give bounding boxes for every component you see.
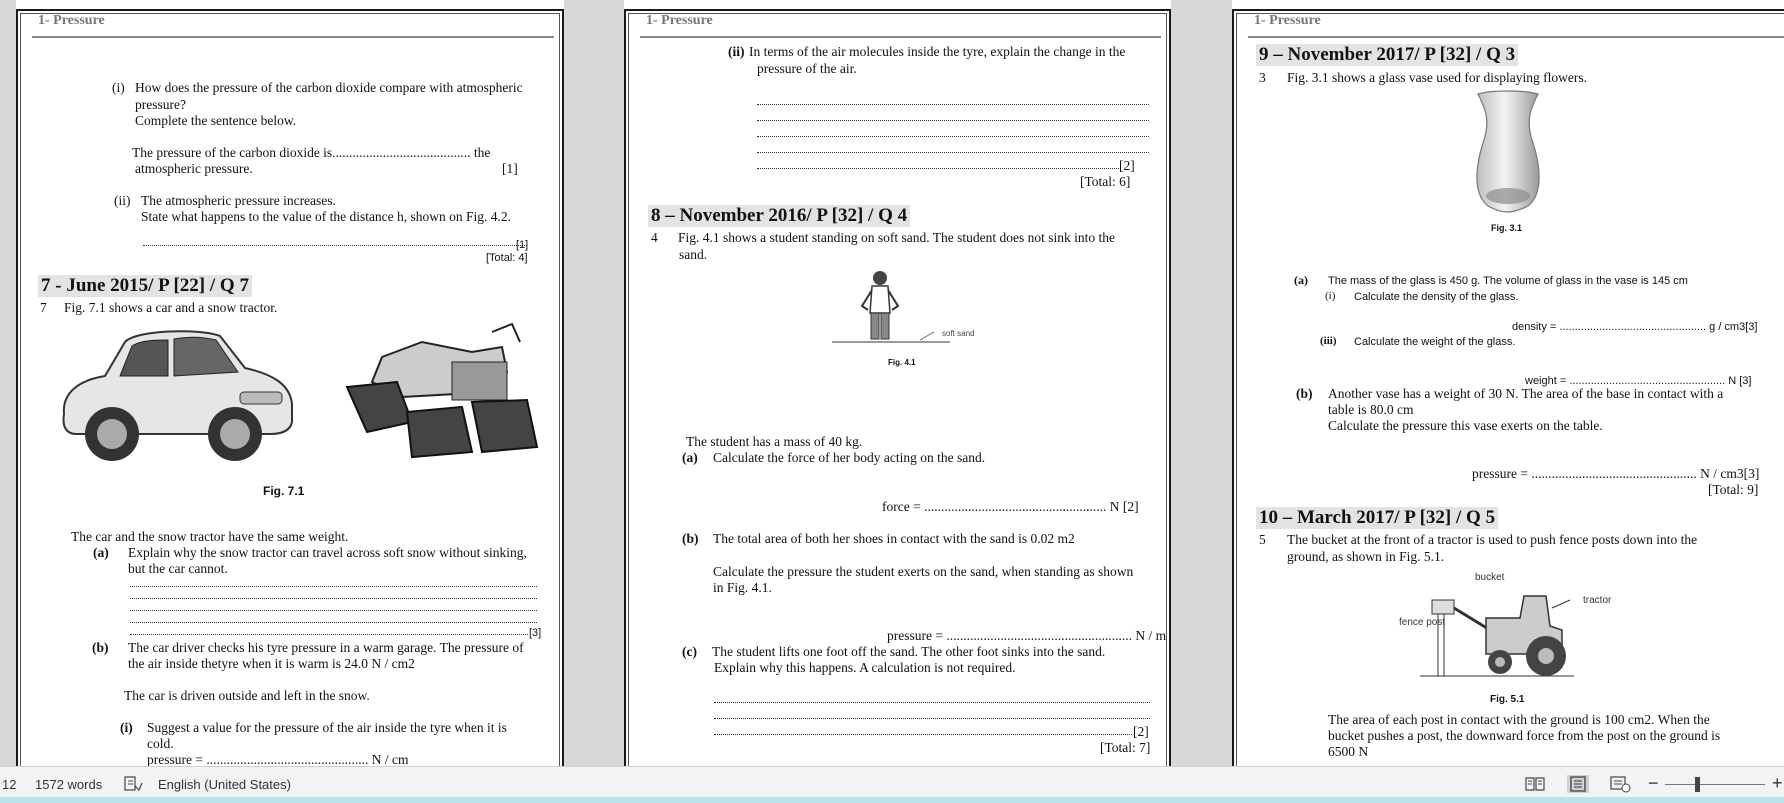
question-text: sand. xyxy=(679,247,708,262)
question-text: Suggest a value for the pressure of the air inside the tyre when it is xyxy=(147,720,507,735)
answer-line: pressure = ....................................................... N / m xyxy=(887,628,1167,643)
answer-line xyxy=(757,120,1149,121)
question-text: bucket pushes a post, the downward force from the post on the ground is xyxy=(1328,728,1721,743)
language-indicator[interactable]: English (United States) xyxy=(158,777,291,792)
answer-line: density = ................................................ g / cm3[3] xyxy=(1512,321,1758,333)
question-label: (iii) xyxy=(1320,335,1337,347)
question-text: Complete the sentence below. xyxy=(135,113,297,128)
figure-label: tractor xyxy=(1583,595,1612,606)
question-number: 4 xyxy=(651,230,658,245)
section-title: 9 – November 2017/ P [32] / Q 3 xyxy=(1256,44,1518,66)
question-number: 3 xyxy=(1259,70,1266,85)
question-text: cold. xyxy=(147,736,174,751)
question-text: Fig. 4.1 shows a student standing on soft sand. The student does not sink into the xyxy=(678,230,1115,245)
question-text: Explain why this happens. A calculation is not required. xyxy=(714,660,1016,675)
question-text: Another vase has a weight of 30 N. The area of the base in contact with a xyxy=(1328,386,1724,401)
answer-line xyxy=(130,610,537,611)
answer-line xyxy=(130,634,528,635)
question-text: Fig. 3.1 shows a glass vase used for displaying flowers. xyxy=(1287,70,1587,85)
question-text: The bucket at the front of a tractor is used to push fence posts down into the xyxy=(1287,532,1698,547)
question-text: The car is driven outside and left in the snow. xyxy=(124,688,370,703)
zoom-slider[interactable] xyxy=(1665,784,1765,785)
glass-vase-image xyxy=(1472,90,1544,215)
question-text: Calculate the pressure the student exerts on the sand, when standing as shown xyxy=(713,564,1134,579)
question-label: (b) xyxy=(92,640,109,655)
answer-line: weight = ................................................... N [3] xyxy=(1525,375,1752,387)
zoom-slider-thumb[interactable] xyxy=(1695,777,1700,792)
question-text: The student has a mass of 40 kg. xyxy=(686,434,863,449)
print-layout-icon[interactable] xyxy=(1567,775,1589,793)
question-label: (c) xyxy=(682,644,697,659)
question-label: (a) xyxy=(1294,273,1308,287)
section-title: 10 – March 2017/ P [32] / Q 5 xyxy=(1256,507,1498,529)
question-label: (b) xyxy=(1296,386,1313,401)
answer-line xyxy=(757,104,1149,105)
taskbar-edge xyxy=(0,797,1784,803)
question-number: 5 xyxy=(1259,532,1266,547)
question-text: in Fig. 4.1. xyxy=(713,580,772,595)
answer-line xyxy=(714,734,1132,735)
answer-sentence: The pressure of the carbon dioxide is......................................... the xyxy=(132,145,491,160)
figure-caption: Fig. 7.1 xyxy=(263,484,305,498)
running-header: 1- Pressure xyxy=(646,13,713,28)
answer-line: pressure = ................................................. N / cm3[3] xyxy=(1472,466,1760,481)
header-rule xyxy=(1248,36,1784,38)
mark: [1] xyxy=(502,161,518,176)
question-text: The car driver checks his tyre pressure in a warm garage. The pressure of xyxy=(128,640,524,655)
question-text: The atmospheric pressure increases. xyxy=(141,193,336,208)
question-text: Explain why the snow tractor can travel across soft snow without sinking, xyxy=(128,545,527,560)
answer-line xyxy=(130,598,537,599)
question-text: Fig. 7.1 shows a car and a snow tractor. xyxy=(64,300,278,315)
question-text: 6500 N xyxy=(1328,744,1369,759)
answer-line xyxy=(130,622,537,623)
question-text: Calculate the weight of the glass. xyxy=(1354,336,1516,348)
question-text: In terms of the air molecules inside the tyre, explain the change in the xyxy=(749,44,1126,59)
section-title: 7 - June 2015/ P [22] / Q 7 xyxy=(38,275,252,297)
figure-caption: Fig. 3.1 xyxy=(1491,223,1523,233)
running-header: 1- Pressure xyxy=(38,13,105,28)
question-label: (i) xyxy=(112,80,125,95)
question-text: State what happens to the value of the distance h, shown on Fig. 4.2. xyxy=(141,209,512,224)
question-text: The mass of the glass is 450 g. The volume of glass in the vase is 145 cm xyxy=(1328,275,1688,287)
question-number: 7 xyxy=(40,300,47,315)
answer-line xyxy=(130,586,537,587)
question-label: (a) xyxy=(93,545,109,560)
question-text: The area of each post in contact with the ground is 100 cm2. When the xyxy=(1328,712,1710,727)
header-rule xyxy=(640,36,1161,38)
question-text: but the car cannot. xyxy=(128,561,228,576)
answer-line xyxy=(757,152,1149,153)
figure-caption: Fig. 4.1 xyxy=(888,358,916,367)
snow-tractor-image xyxy=(342,322,542,467)
page-number[interactable]: 12 xyxy=(2,777,17,792)
proofing-icon[interactable] xyxy=(122,775,144,793)
document-page-1[interactable] xyxy=(16,0,564,766)
zoom-in-icon[interactable]: + xyxy=(1772,773,1783,793)
figure-label: fence post xyxy=(1399,617,1446,628)
mark: [2] xyxy=(1119,158,1135,173)
web-layout-icon[interactable] xyxy=(1609,775,1631,793)
total-mark: [Total: 6] xyxy=(1080,174,1131,189)
question-text: The total area of both her shoes in contact with the sand is 0.02 m2 xyxy=(713,531,1075,546)
question-label: (i) xyxy=(120,720,133,735)
question-text: ground, as shown in Fig. 5.1. xyxy=(1287,549,1445,564)
question-label: (ii) xyxy=(728,44,745,59)
header-rule xyxy=(32,36,554,38)
figure-label: soft sand xyxy=(942,329,975,338)
figure-caption: Fig. 5.1 xyxy=(1490,694,1525,705)
question-text: pressure? xyxy=(135,97,186,112)
total-mark: [Total: 9] xyxy=(1708,482,1759,497)
total-mark: [Total: 7] xyxy=(1100,740,1151,755)
question-text: The student lifts one foot off the sand. The other foot sinks into the sand. xyxy=(712,644,1106,659)
answer-line xyxy=(714,702,1150,703)
question-label: (b) xyxy=(682,531,699,546)
running-header: 1- Pressure xyxy=(1254,13,1321,28)
question-text: How does the pressure of the carbon dioxide compare with atmospheric xyxy=(135,80,523,95)
question-text: The car and the snow tractor have the same weight. xyxy=(71,529,349,544)
question-label: (i) xyxy=(1325,290,1336,302)
document-page-3[interactable] xyxy=(1232,0,1784,766)
mark: [1] xyxy=(516,239,529,251)
mark: [2] xyxy=(1133,724,1149,739)
read-mode-icon[interactable] xyxy=(1524,775,1546,793)
section-title: 8 – November 2016/ P [32] / Q 4 xyxy=(648,205,910,227)
question-text: Calculate the force of her body acting on the sand. xyxy=(713,450,986,465)
total-mark: [Total: 4] xyxy=(486,252,528,264)
mark: [3] xyxy=(529,627,542,639)
figure-label: bucket xyxy=(1475,572,1505,583)
zoom-out-icon[interactable]: − xyxy=(1648,773,1659,793)
question-text: Calculate the pressure this vase exerts on the table. xyxy=(1328,418,1603,433)
question-label: (ii) xyxy=(114,193,131,208)
answer-sentence: atmospheric pressure. xyxy=(135,161,253,176)
answer-line xyxy=(757,136,1149,137)
car-image xyxy=(50,322,300,467)
question-text: Calculate the density of the glass. xyxy=(1354,291,1519,303)
answer-line xyxy=(757,168,1119,169)
question-text: the air inside thetyre when it is warm is 24.0 N / cm2 xyxy=(128,656,415,671)
question-label: (a) xyxy=(682,450,698,465)
answer-line xyxy=(714,718,1150,719)
word-count[interactable]: 1572 words xyxy=(35,777,103,792)
document-page-2[interactable] xyxy=(624,0,1171,766)
answer-line: force = ...................................................... N [2] xyxy=(882,499,1139,514)
answer-line: pressure = ................................................ N / cm xyxy=(147,752,409,766)
answer-line xyxy=(143,245,527,246)
question-text: pressure of the air. xyxy=(757,61,857,76)
question-text: table is 80.0 cm xyxy=(1328,402,1414,417)
